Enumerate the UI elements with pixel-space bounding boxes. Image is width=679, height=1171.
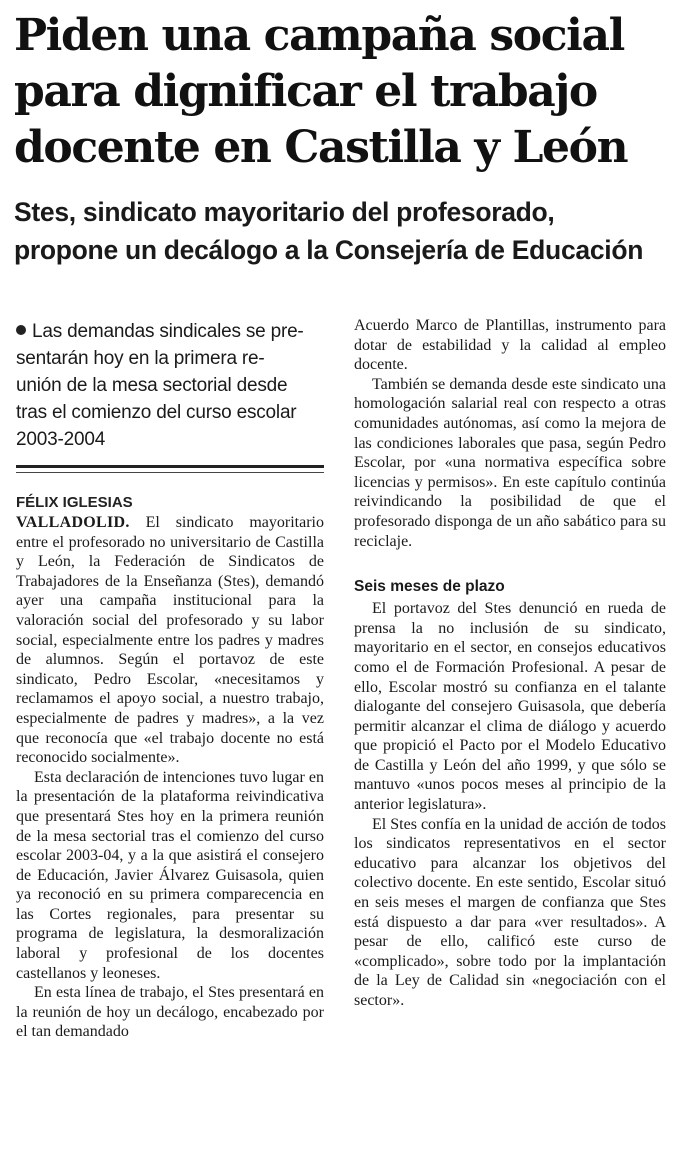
divider bbox=[16, 472, 324, 473]
subtitle-line: Stes, sindicato mayoritario del profesorado, bbox=[14, 197, 555, 227]
paragraph: En esta línea de trabajo, el Stes presentará en la reunión de hoy un decálogo, encabezado por el tan demandado bbox=[16, 984, 324, 1041]
subtitle-line: propone un decálogo a la Consejería de Educación bbox=[14, 235, 644, 265]
paragraph: El portavoz del Stes denunció en rueda de prensa la no inclusión de su sindicato, mayoritario en el sector, en consejos educativos como el de Formación Profesional. A pesar de ello, Escolar mostró su confianza en el talante dialogante del consejero Guisasola, que debería permitir alcanzar el clima de diálogo y acuerdo que propició el Pacto por el Modelo Educativo de Castilla y León del año 1999, y que sólo se mantuvo «unos pocos meses al principio de la anterior legislatura». bbox=[354, 600, 666, 814]
lead-line: unión de la mesa sectorial desde bbox=[16, 375, 288, 396]
headline bbox=[14, 8, 674, 176]
lead-line: sentarán hoy en la primera re- bbox=[16, 348, 265, 369]
headline-line: docente en Castilla y León bbox=[14, 122, 628, 173]
subtitle bbox=[14, 193, 674, 269]
article-body-left bbox=[16, 513, 324, 1042]
article-body-right-continued bbox=[354, 599, 666, 1010]
lead-line: Las demandas sindicales se pre- bbox=[32, 321, 304, 342]
lead-line: 2003-2004 bbox=[16, 429, 106, 450]
left-column bbox=[16, 318, 324, 1042]
paragraph: Esta declaración de intenciones tuvo lugar en la presentación de la plataforma reivindicativa que presentará Stes hoy en la primera reunión de la mesa sectorial tras el comienzo del curso escolar 2003-04, y a la que asistirá el consejero de Educación, Javier Álvarez Guisasola, quien ya reconoció en su primera comparecencia en las Cortes regionales, para presentar su programa de legislatura, la desmoralización laboral y profesional de los docentes castellanos y leoneses. bbox=[16, 768, 324, 982]
article-body-right bbox=[354, 316, 666, 551]
bullet-icon bbox=[16, 325, 26, 335]
lead-line: tras el comienzo del curso escolar bbox=[16, 402, 297, 423]
paragraph: El Stes confía en la unidad de acción de todos los sindicatos representativos en el sector educativo para alcanzar los objetivos del colectivo docente. En este sentido, Escolar situó en seis meses el margen de confianza que Stes está dispuesto a dar para «ver resultados». A pesar de ello, calificó este curso de «complicado», sobre todo por la implantación de la Ley de Calidad sin «negociación con el sector». bbox=[354, 815, 666, 1009]
lead-summary bbox=[16, 318, 324, 453]
headline-line: para dignificar el trabajo bbox=[14, 66, 597, 117]
paragraph: Acuerdo Marco de Plantillas, instrumento para dotar de estabilidad y la calidad al empleo docente. bbox=[354, 317, 666, 374]
divider bbox=[16, 465, 324, 468]
section-subhead: Seis meses de plazo bbox=[354, 578, 505, 596]
paragraph: VALLADOLID. El sindicato mayoritario entre el profesorado no universitario de Castilla y León, la Federación de Sindicatos de Trabajadores de la Enseñanza (Stes), demandó ayer una campaña institucional para la valoración social del profesorado y su labor social, especialmente entre los padres y madres de alumnos. Según el portavoz de este sindicato, Pedro Escolar, «necesitamos y reclamamos el apoyo social, a nuestro trabajo, especialmente de padres y madres», a la vez que reconocía que «el trabajo docente no está reconocido socialmente». bbox=[16, 514, 324, 767]
headline-line: Piden una campaña social bbox=[14, 10, 624, 61]
byline: FÉLIX IGLESIAS bbox=[16, 494, 133, 511]
paragraph: También se demanda desde este sindicato una homologación salarial real con respecto a otras comunidades autónomas, así como la mejora de las condiciones laborales que pasa, según Pedro Escolar, por «una normativa específica sobre licencias y permisos». En este capítulo continúa reivindicando la posibilidad de que el profesorado disponga de un año sabático para su reciclaje. bbox=[354, 375, 666, 550]
dateline: VALLADOLID. bbox=[16, 514, 130, 531]
right-column bbox=[354, 316, 666, 1011]
